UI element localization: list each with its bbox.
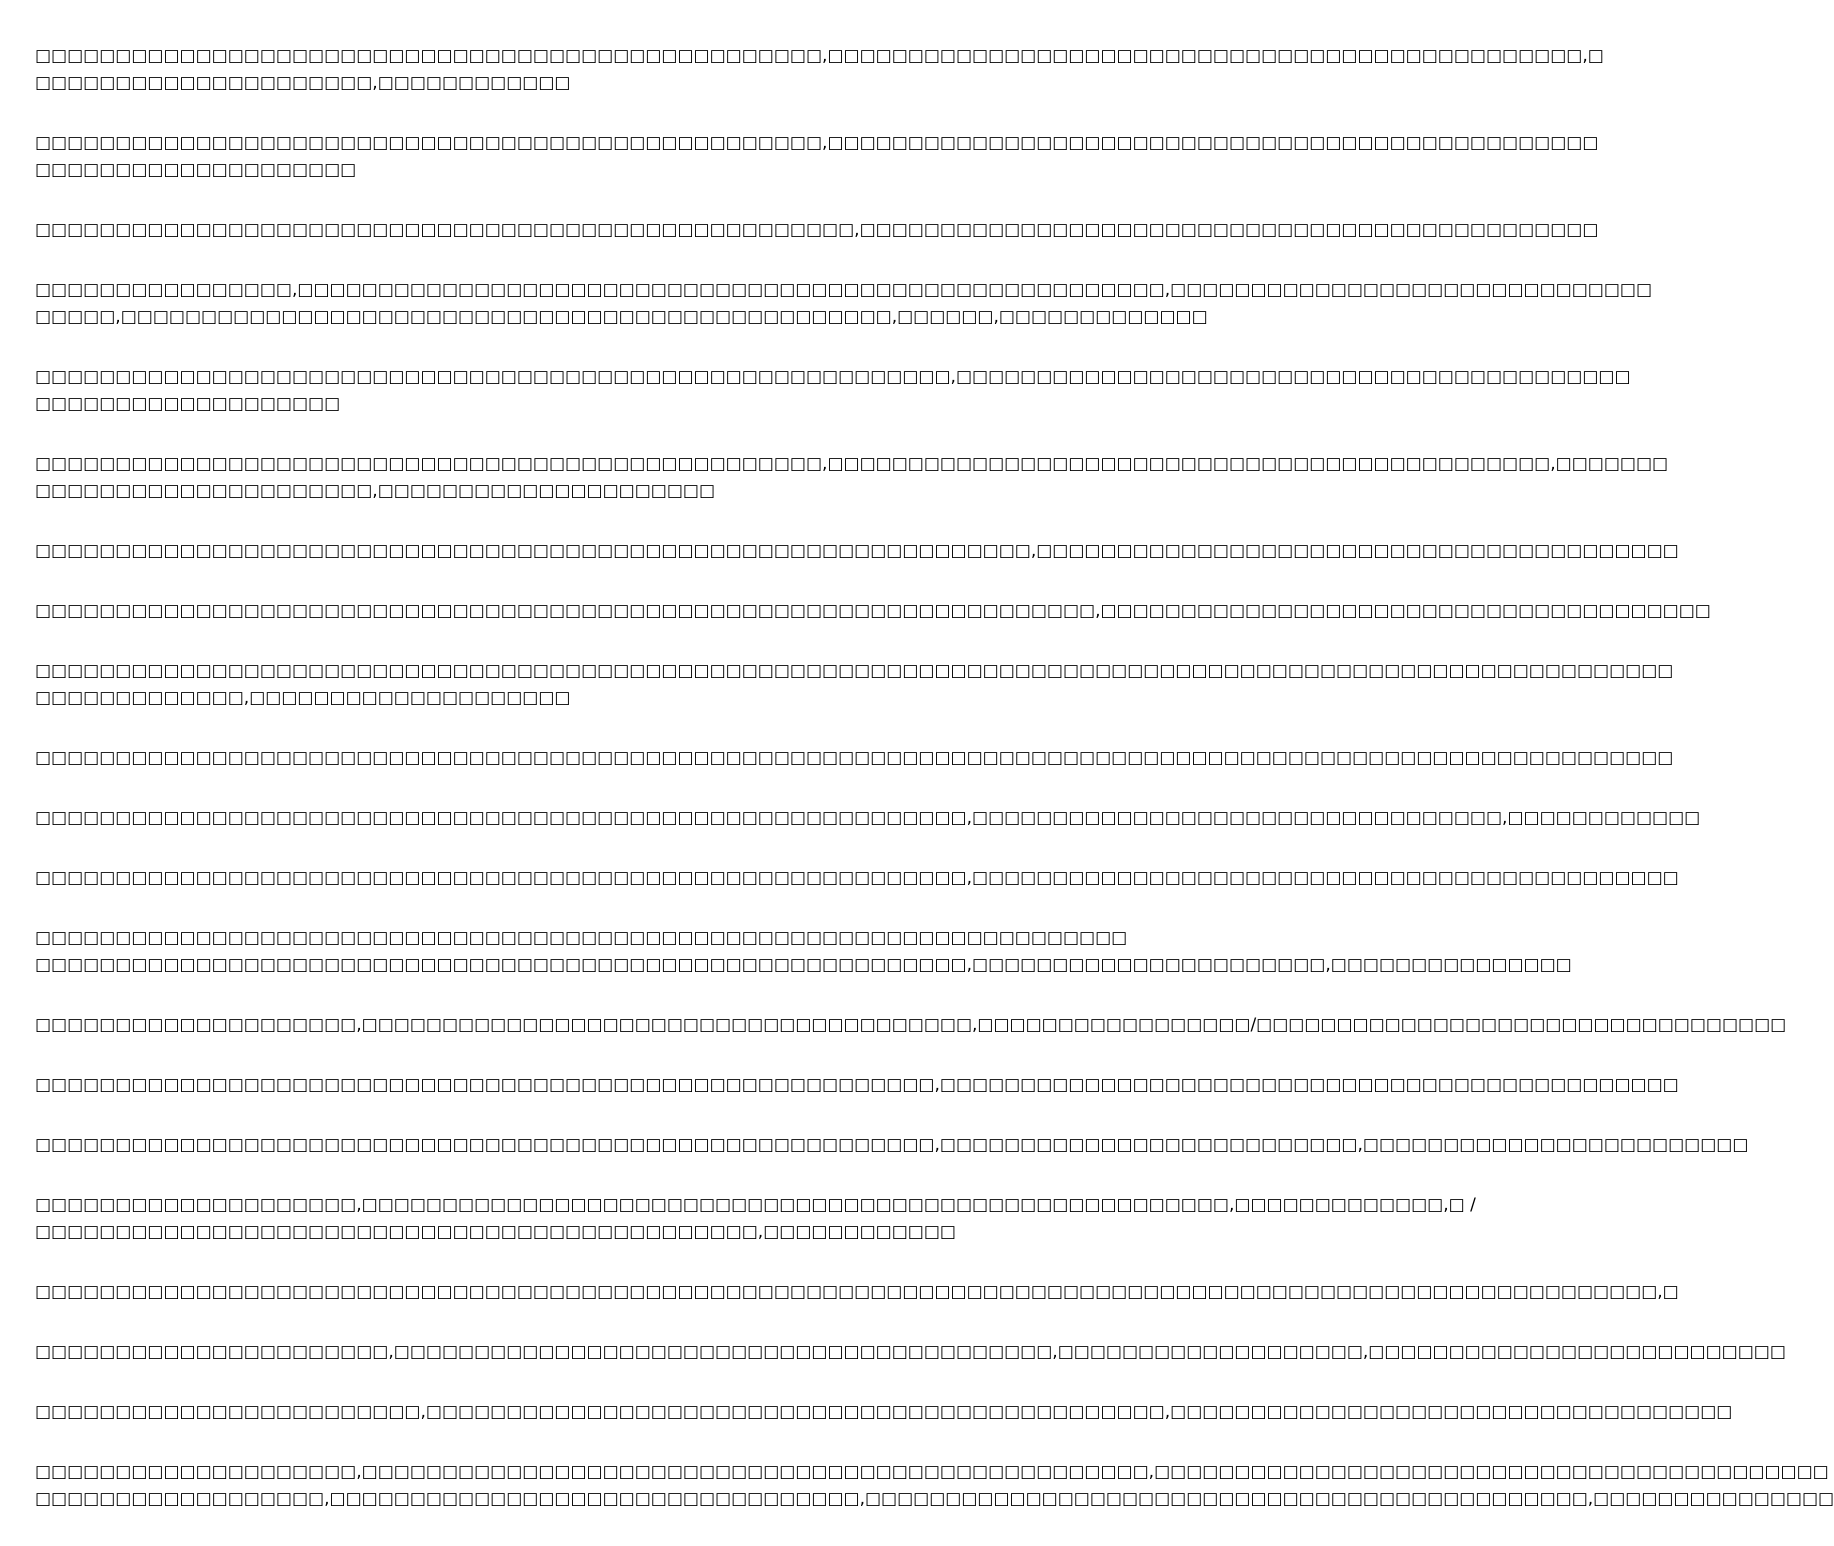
text-line: □□□□□□□□□□□□□□□□□□□□□□□□□□□□□□□□□□□□□□□□□□□□□□□□□□□□□□□□,□□□□□□□□□□□□□□□□□□□□□□□□□□,□□□□□□□□□□□□□□□□□□□□□□□□ — [35, 1135, 1749, 1155]
text-line: □□□□□□□□□□□□□□□□□□□□□,□□□□□□□□□□□□ — [35, 73, 571, 93]
paragraph — [35, 451, 1669, 505]
text-line: □□□□□□□□□□□□□□□□□□□□□,□□□□□□□□□□□□□□□□□□□□□ — [35, 481, 716, 501]
text-line: □□□□□□□□□□□□□□□□□□□□□□□□□□□□□□□□□□□□□□□□□□□□□□□□□,□□□□□□□□□□□□□□□□□□□□□□□□□□□□□□□□□□□□□□□□□□□□□,□□□□□□□ — [35, 454, 1669, 474]
paragraph — [35, 1399, 1733, 1426]
text-line: □□□□□□□□□□□□□□□□□□□□□□□□□□□□□□□□□□□□□□□□□□□□□□□□□□□□□□□□□□,□□□□□□□□□□□□□□□□□□□□□□□□□□□□□□□□□□□□□□□□□□□□ — [35, 868, 1679, 888]
paragraph — [35, 43, 1604, 97]
text-line: □□□□□□□□□□□□□□□□□□□□□□□□□□□□□□□□□□□□□□□□□□□□□,□□□□□□□□□□□□ — [35, 1222, 956, 1242]
text-line: □□□□□□□□□□□□□□□□□□□□□□□□□□□□□□□□□□□□□□□□□□□□□□□□□,□□□□□□□□□□□□□□□□□□□□□□□□□□□□□□□□□□□□□□□□□□□□□□□□ — [35, 133, 1599, 153]
text-line: □□□□□□□□□□□□□□□□□□□□□□□□□□□□□□□□□□□□□□□□□□□□□□□□□□□□□□□□,□□□□□□□□□□□□□□□□□□□□□□□□□□□□□□□□□□□□□□□□□□□□□□ — [35, 1075, 1679, 1095]
text-line: □□□□□,□□□□□□□□□□□□□□□□□□□□□□□□□□□□□□□□□□□□□□□□□□□□□□□□,□□□□□□,□□□□□□□□□□□□□ — [35, 307, 1208, 327]
text-line: □□□□□□□□□□□□□□□□□□□□□□□□□□□□□□□□□□□□□□□□□□□□□□□□□□□□□□□□□□□□□□□□□□□□ — [35, 928, 1128, 948]
text-line: □□□□□□□□□□□□□□□□□□□□□□□□□□□□□□□□□□□□□□□□□□□□□□□□□□□□□□□□□,□□□□□□□□□□□□□□□□□□□□□□□□□□□□□□□□□□□□□□□□□□ — [35, 367, 1631, 387]
text-line: □□□□□□□□□□□□□□□□□□□□,□□□□□□□□□□□□□□□□□□□□□□□□□□□□□□□□□□□□□□□□□□□□□□□□□,□□□□□□□□□□□□□□□□□□□□□□□□□□□□□□□□□□□□□□□□□□ — [35, 1462, 1829, 1482]
paragraph — [35, 1339, 1786, 1366]
document-body — [35, 43, 1834, 1546]
paragraph — [35, 925, 1572, 979]
text-line: □□□□□□□□□□□□□,□□□□□□□□□□□□□□□□□□□□ — [35, 688, 571, 708]
text-line: □□□□□□□□□□□□□□□□□□,□□□□□□□□□□□□□□□□□□□□□□□□□□□□□□□□□,□□□□□□□□□□□□□□□□□□□□□□□□□□□□□□□□□□□□□□□□□□□□□,□□□□□□□□□□□□□□□ — [35, 1489, 1834, 1509]
text-line: □□□□□□□□□□□□□□□□□□□ — [35, 394, 341, 414]
paragraph — [35, 1072, 1679, 1099]
paragraph — [35, 598, 1711, 625]
text-line: □□□□□□□□□□□□□□□□□□□□□□□□□□□□□□□□□□□□□□□□□□□□□□□□□□□□□□□□□□□□□□□□□□□□□□□□□□□□□□□□□□□□□□□□□□□□□□□□□□□□□,□ — [35, 1282, 1679, 1302]
text-line: □□□□□□□□□□□□□□□□□□□□ — [35, 160, 357, 180]
paragraph — [35, 217, 1599, 244]
text-line: □□□□□□□□□□□□□□□□□□□□□□□□□□□□□□□□□□□□□□□□□□□□□□□□□□□□□□□□□□□□□□,□□□□□□□□□□□□□□□□□□□□□□□□□□□□□□□□□□□□□□□□ — [35, 541, 1679, 561]
text-line: □□□□□□□□□□□□□□□□□□□□□□□□□□□□□□□□□□□□□□□□□□□□□□□□□□□□□□□□□□,□□□□□□□□□□□□□□□□□□□□□□□□□□□□□□□□□,□□□□□□□□□□□□ — [35, 808, 1701, 828]
paragraph — [35, 1459, 1834, 1513]
paragraph — [35, 1279, 1679, 1306]
paragraph — [35, 865, 1679, 892]
text-line: □□□□□□□□□□□□□□□□□□□□□□□□□□□□□□□□□□□□□□□□□□□□□□□□□□□□□□□□□□,□□□□□□□□□□□□□□□□□□□□□□,□□□□□□□□□□□□□□□ — [35, 955, 1572, 975]
paragraph — [35, 1192, 1476, 1246]
text-line: □□□□□□□□□□□□□□□□□□□□□□□□□□□□□□□□□□□□□□□□□□□□□□□□□,□□□□□□□□□□□□□□□□□□□□□□□□□□□□□□□□□□□□□□□□□□□□□□□,□ — [35, 46, 1604, 66]
text-line: □□□□□□□□□□□□□□□□□□□□□□□□□□□□□□□□□□□□□□□□□□□□□□□□□□□□□□□□□□□□□□□□□□□□□□□□□□□□□□□□□□□□□□□□□□□□□□□□□□□□□□ — [35, 661, 1674, 681]
paragraph — [35, 658, 1674, 712]
text-line: □□□□□□□□□□□□□□□□□□□□□□□□□□□□□□□□□□□□□□□□□□□□□□□□□□□□□□□□□□□□□□□□□□,□□□□□□□□□□□□□□□□□□□□□□□□□□□□□□□□□□□□□□ — [35, 601, 1711, 621]
text-line: □□□□□□□□□□□□□□□□□□□□□□□□□□□□□□□□□□□□□□□□□□□□□□□□□□□,□□□□□□□□□□□□□□□□□□□□□□□□□□□□□□□□□□□□□□□□□□□□□□ — [35, 220, 1599, 240]
text-line: □□□□□□□□□□□□□□□□□□□□□□□□□□□□□□□□□□□□□□□□□□□□□□□□□□□□□□□□□□□□□□□□□□□□□□□□□□□□□□□□□□□□□□□□□□□□□□□□□□□□□□ — [35, 748, 1674, 768]
paragraph — [35, 805, 1701, 832]
paragraph — [35, 130, 1599, 184]
paragraph — [35, 538, 1679, 565]
text-line: □□□□□□□□□□□□□□□□,□□□□□□□□□□□□□□□□□□□□□□□□□□□□□□□□□□□□□□□□□□□□□□□□□□□□□□,□□□□□□□□□□□□□□□□□□□□□□□□□□□□□□ — [35, 280, 1653, 300]
text-line: □□□□□□□□□□□□□□□□□□□□,□□□□□□□□□□□□□□□□□□□□□□□□□□□□□□□□□□□□□□,□□□□□□□□□□□□□□□□□/□□□□□□□□□□□□□□□□□□□□□□□□□□□□□□□□□ — [35, 1015, 1787, 1035]
paragraph — [35, 364, 1631, 418]
paragraph — [35, 1012, 1787, 1039]
text-line: □□□□□□□□□□□□□□□□□□□□,□□□□□□□□□□□□□□□□□□□□□□□□□□□□□□□□□□□□□□□□□□□□□□□□□□□□□□,□□□□□□□□□□□□□,□ / — [35, 1195, 1476, 1215]
text-line: □□□□□□□□□□□□□□□□□□□□□□□□,□□□□□□□□□□□□□□□□□□□□□□□□□□□□□□□□□□□□□□□□□□□□□□,□□□□□□□□□□□□□□□□□□□□□□□□□□□□□□□□□□□ — [35, 1402, 1733, 1422]
text-line: □□□□□□□□□□□□□□□□□□□□□□,□□□□□□□□□□□□□□□□□□□□□□□□□□□□□□□□□□□□□□□□□,□□□□□□□□□□□□□□□□□□□,□□□□□□□□□□□□□□□□□□□□□□□□□□ — [35, 1342, 1786, 1362]
paragraph — [35, 745, 1674, 772]
paragraph — [35, 1132, 1749, 1159]
paragraph — [35, 277, 1653, 331]
